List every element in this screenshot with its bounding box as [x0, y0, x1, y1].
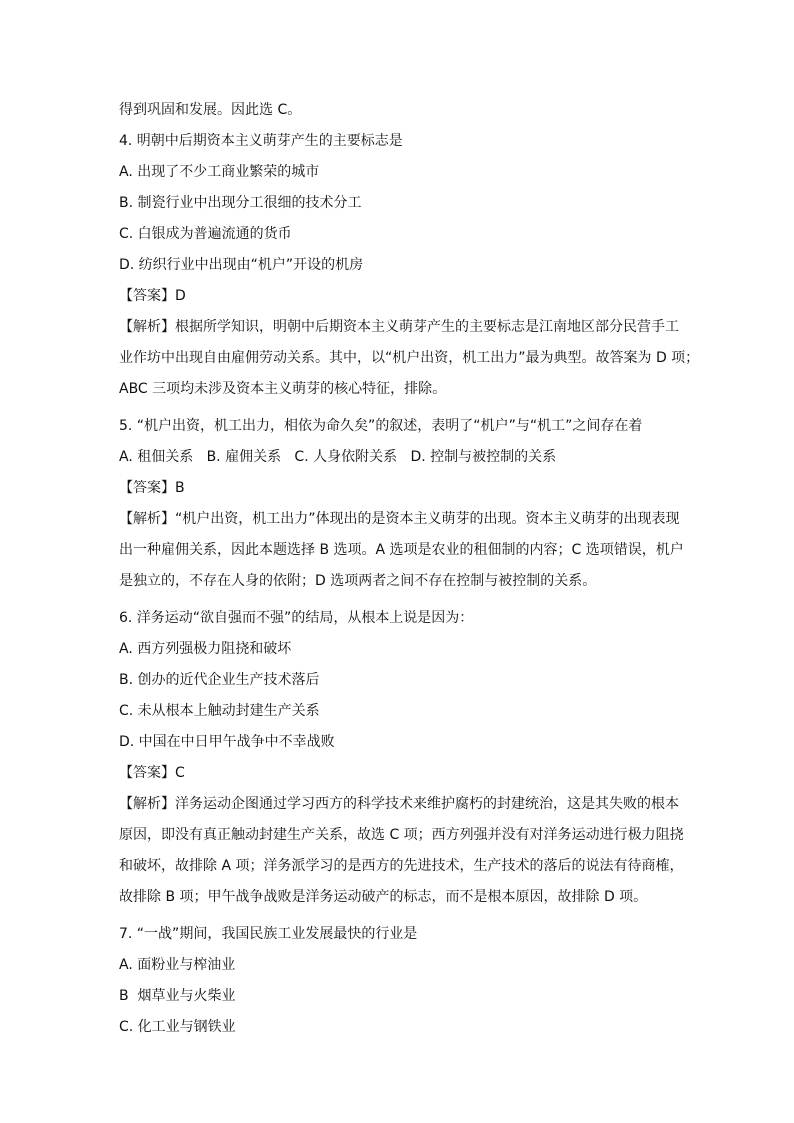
explanation-line: 【解析】洋务运动企图通过学习西方的科学技术来维护腐朽的封建统治，这是其失败的根本 [119, 796, 679, 812]
question-7-option-b: B 烟草业与火柴业 [119, 988, 236, 1004]
explanation-line: 是独立的，不存在人身的依附；D 选项两者之间不存在控制与被控制的关系。 [119, 573, 597, 589]
question-4-option-b: B. 制瓷行业中出现分工很细的技术分工 [119, 195, 362, 211]
question-6-stem: 6. 洋务运动“欲自强而不强”的结局，从根本上说是因为： [119, 610, 474, 626]
explanation-line: 和破坏，故排除 A 项；洋务派学习的是西方的先进技术，生产技术的落后的说法有待商榷， [119, 858, 684, 874]
explanation-line: 故排除 B 项；甲午战争战败是洋务运动破产的标志，而不是根本原因，故排除 D 项。 [119, 889, 648, 905]
question-7-option-a: A. 面粉业与榨油业 [119, 957, 236, 973]
explanation-line: 【解析】根据所学知识，明朝中后期资本主义萌芽产生的主要标志是江南地区部分民营手工 [119, 319, 679, 335]
document-page [119, 100, 700, 1037]
question-5-explanation [119, 504, 684, 597]
explanation-line: 业作坊中出现自由雇佣劳动关系。其中，以“机户出资，机工出力”最为典型。故答案为 D 项； [119, 350, 700, 366]
question-5-options: A. 租佃关系 B. 雇佣关系 C. 人身依附关系 D. 控制与被控制的关系 [119, 449, 557, 465]
continued-text: 得到巩固和发展。因此选 C。 [119, 102, 302, 118]
question-4-stem: 4. 明朝中后期资本主义萌芽产生的主要标志是 [119, 133, 403, 149]
question-4-explanation [119, 312, 700, 405]
question-7-stem: 7. “一战”期间，我国民族工业发展最快的行业是 [119, 926, 418, 942]
explanation-line: 原因，即没有真正触动封建生产关系，故选 C 项；西方列强并没有对洋务运动进行极力阻挠 [119, 827, 684, 843]
question-6-answer: 【答案】C [119, 765, 185, 781]
question-7-option-c: C. 化工业与钢铁业 [119, 1019, 236, 1035]
question-6-option-b: B. 创办的近代企业生产技术落后 [119, 672, 320, 688]
question-6-option-d: D. 中国在中日甲午战争中不幸战败 [119, 734, 335, 750]
question-4-option-a: A. 出现了不少工商业繁荣的城市 [119, 164, 320, 180]
question-6-explanation [119, 789, 684, 913]
question-6-option-a: A. 西方列强极力阻挠和破坏 [119, 641, 292, 657]
question-5-stem: 5. “机户出资，机工出力，相依为命久矣”的叙述，表明了“机户”与“机工”之间存在着 [119, 418, 643, 434]
explanation-line: ABC 三项均未涉及资本主义萌芽的核心特征，排除。 [119, 381, 447, 397]
question-4-option-d: D. 纺织行业中出现由“机户”开设的机房 [119, 257, 364, 273]
question-4-answer: 【答案】D [119, 288, 186, 304]
question-6-option-c: C. 未从根本上触动封建生产关系 [119, 703, 320, 719]
explanation-line: 出一种雇佣关系，因此本题选择 B 选项。A 选项是农业的租佃制的内容；C 选项错误，机户 [119, 542, 684, 558]
explanation-line: 【解析】“机户出资，机工出力”体现出的是资本主义萌芽的出现。资本主义萌芽的出现表现 [119, 511, 680, 527]
question-5-answer: 【答案】B [119, 480, 185, 496]
question-4-option-c: C. 白银成为普遍流通的货币 [119, 226, 292, 242]
